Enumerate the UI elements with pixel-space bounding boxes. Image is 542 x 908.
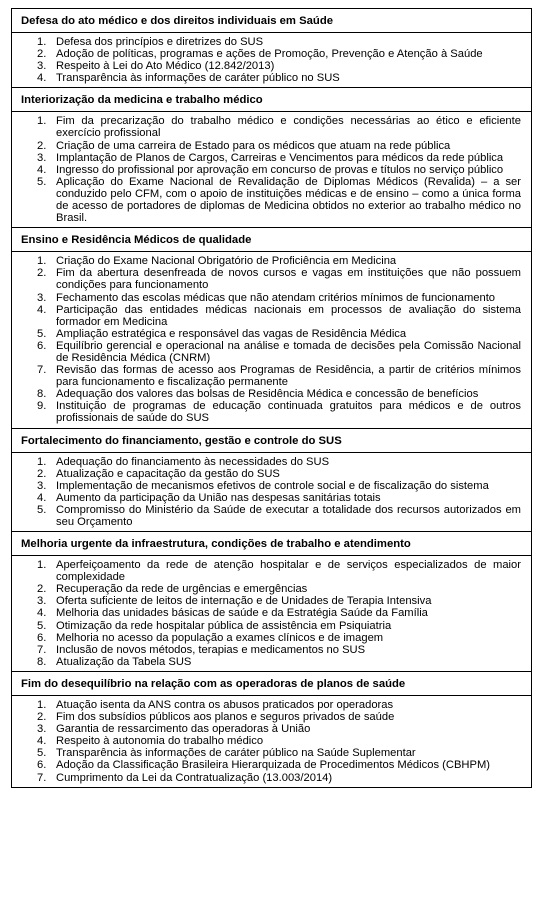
list-item xyxy=(12,328,521,340)
list-item-text: Participação das entidades médicas nacionais em processos de avaliação do sistema formador em Medicina xyxy=(56,303,521,328)
list-item-number: 7. xyxy=(37,643,47,656)
list-item-text: Melhoria das unidades básicas de saúde e da Estratégia Saúde da Família xyxy=(56,607,428,620)
list-item-number: 5. xyxy=(37,175,47,188)
list-item-number: 6. xyxy=(37,631,47,644)
list-item-text: Implementação de mecanismos efetivos de controle social e de fiscalização do sistema xyxy=(56,479,489,492)
list-item-number: 2. xyxy=(37,48,47,61)
list-item-number: 2. xyxy=(37,711,47,724)
numbered-list xyxy=(12,115,521,224)
list-item-number: 4. xyxy=(37,72,47,85)
list-item xyxy=(12,759,521,771)
list-item-text: Aplicação do Exame Nacional de Revalidação de Diplomas Médicos (Revalida) – a ser conduzido pelo CFM, com o apoio de instituições médicas e de ensino – como a única forma de acesso de portadores de diplomas de Medicina obtidos no exterior ao trabalho médico no Brasil. xyxy=(56,175,521,225)
numbered-list xyxy=(12,699,521,784)
list-item-text: Atualização e capacitação da gestão do SUS xyxy=(56,467,280,480)
list-item-number: 6. xyxy=(37,759,47,772)
list-item-text: Adoção de políticas, programas e ações de Promoção, Prevenção e Atenção à Saúde xyxy=(56,48,483,61)
list-item-text: Fim dos subsídios públicos aos planos e seguros privados de saúde xyxy=(56,711,395,724)
numbered-list xyxy=(12,255,521,424)
list-item xyxy=(12,115,521,139)
list-item-number: 4. xyxy=(37,491,47,504)
list-item-number: 4. xyxy=(37,735,47,748)
section-items xyxy=(12,252,531,428)
list-item-text: Adequação do financiamento às necessidades do SUS xyxy=(56,455,330,468)
section-items xyxy=(12,453,531,533)
list-item-text: Aperfeiçoamento da rede de atenção hospitalar e de serviços especializados de maior complexidade xyxy=(56,559,521,584)
list-item-number: 6. xyxy=(37,339,47,352)
list-item xyxy=(12,607,521,619)
list-item-text: Instituição de programas de educação continuada gratuitos para médicos e de outros profissionais de saúde do SUS xyxy=(56,400,521,425)
list-item-text: Criação de uma carreira de Estado para os médicos que atuam na rede pública xyxy=(56,139,451,152)
list-item-text: Garantia de ressarcimento das operadoras à União xyxy=(56,723,311,736)
list-item-number: 4. xyxy=(37,607,47,620)
list-item xyxy=(12,364,521,388)
list-item-number: 1. xyxy=(37,559,47,572)
list-item-text: Revisão das formas de acesso aos Programas de Residência, a partir de critérios mínimos para funcionamento e fiscalização permanente xyxy=(56,364,521,389)
list-item xyxy=(12,72,521,84)
list-item-number: 2. xyxy=(37,267,47,280)
list-item xyxy=(12,480,521,492)
list-item xyxy=(12,559,521,583)
list-item-text: Transparência às informações de caráter público no SUS xyxy=(56,72,340,85)
list-item-text: Respeito à Lei do Ato Médico (12.842/2013) xyxy=(56,60,275,73)
section-title: Ensino e Residência Médicos de qualidade xyxy=(12,228,531,252)
list-item xyxy=(12,656,521,668)
section-title: Fim do desequilíbrio na relação com as operadoras de planos de saúde xyxy=(12,672,531,696)
list-item xyxy=(12,747,521,759)
numbered-list xyxy=(12,559,521,668)
list-item xyxy=(12,140,521,152)
list-item-number: 2. xyxy=(37,139,47,152)
list-item-text: Adequação dos valores das bolsas de Residência Médica e concessão de benefícios xyxy=(56,388,479,401)
section-items xyxy=(12,696,531,788)
list-item-number: 5. xyxy=(37,503,47,516)
list-item-text: Transparência às informações de caráter público na Saúde Suplementar xyxy=(56,747,416,760)
list-item-number: 5. xyxy=(37,747,47,760)
list-item-text: Adoção da Classificação Brasileira Hierarquizada de Procedimentos Médicos (CBHPM) xyxy=(56,759,491,772)
list-item-text: Cumprimento da Lei da Contratualização (13.003/2014) xyxy=(56,771,333,784)
list-item-text: Fim da abertura desenfreada de novos cursos e vagas em instituições que não possuem condições para funcionamento xyxy=(56,267,521,292)
list-item-text: Equilíbrio gerencial e operacional na análise e tomada de decisões pela Comissão Nacional de Residência Médica (CNRM) xyxy=(56,339,521,364)
list-item xyxy=(12,492,521,504)
list-item-number: 1. xyxy=(37,255,47,268)
list-item-text: Fim da precarização do trabalho médico e condições necessárias ao ético e eficiente exercício profissional xyxy=(56,115,521,140)
list-item-number: 2. xyxy=(37,583,47,596)
list-item-number: 5. xyxy=(37,327,47,340)
list-item-text: Ingresso do profissional por aprovação em concurso de provas e títulos no serviço público xyxy=(56,163,504,176)
list-item xyxy=(12,644,521,656)
section-title: Melhoria urgente da infraestrutura, condições de trabalho e atendimento xyxy=(12,532,531,556)
list-item-text: Defesa dos princípios e diretrizes do SUS xyxy=(56,36,264,48)
list-item xyxy=(12,176,521,224)
list-item xyxy=(12,456,521,468)
list-item xyxy=(12,60,521,72)
list-item xyxy=(12,699,521,711)
list-item-number: 2. xyxy=(37,467,47,480)
list-item-text: Oferta suficiente de leitos de internação e de Unidades de Terapia Intensiva xyxy=(56,595,432,608)
section-title: Defesa do ato médico e dos direitos individuais em Saúde xyxy=(12,9,531,33)
list-item-number: 4. xyxy=(37,163,47,176)
list-item-text: Atualização da Tabela SUS xyxy=(56,655,192,668)
list-item-text: Ampliação estratégica e responsável das vagas de Residência Médica xyxy=(56,327,407,340)
section-items xyxy=(12,556,531,672)
list-item-text: Respeito à autonomia do trabalho médico xyxy=(56,735,264,748)
list-item xyxy=(12,304,521,328)
list-item-number: 1. xyxy=(37,36,47,48)
section-items xyxy=(12,33,531,88)
list-item xyxy=(12,152,521,164)
list-item-number: 3. xyxy=(37,595,47,608)
list-item xyxy=(12,255,521,267)
list-item-number: 3. xyxy=(37,723,47,736)
list-item-text: Melhoria no acesso da população a exames clínicos e de imagem xyxy=(56,631,384,644)
list-item-number: 7. xyxy=(37,771,47,784)
list-item-number: 4. xyxy=(37,303,47,316)
list-item xyxy=(12,292,521,304)
numbered-list xyxy=(12,36,521,84)
list-item-number: 3. xyxy=(37,151,47,164)
list-item-number: 3. xyxy=(37,60,47,73)
list-item-text: Implantação de Planos de Cargos, Carreiras e Vencimentos para médicos da rede pública xyxy=(56,151,504,164)
list-item-text: Recuperação da rede de urgências e emergências xyxy=(56,583,308,596)
list-item-text: Atuação isenta da ANS contra os abusos praticados por operadoras xyxy=(56,698,394,711)
list-item-number: 7. xyxy=(37,364,47,377)
list-item xyxy=(12,468,521,480)
list-item xyxy=(12,36,521,48)
list-item-number: 5. xyxy=(37,619,47,632)
list-item xyxy=(12,504,521,528)
list-item xyxy=(12,340,521,364)
list-item-number: 3. xyxy=(37,291,47,304)
list-item xyxy=(12,400,521,424)
section-title: Interiorização da medicina e trabalho médico xyxy=(12,88,531,112)
section-title: Fortalecimento do financiamento, gestão e controle do SUS xyxy=(12,429,531,453)
list-item xyxy=(12,164,521,176)
proposals-table xyxy=(11,8,532,788)
numbered-list xyxy=(12,456,521,529)
list-item xyxy=(12,620,521,632)
list-item-text: Inclusão de novos métodos, terapias e medicamentos no SUS xyxy=(56,643,366,656)
list-item xyxy=(12,267,521,291)
list-item-number: 1. xyxy=(37,698,47,711)
list-item xyxy=(12,48,521,60)
list-item xyxy=(12,772,521,784)
list-item-number: 1. xyxy=(37,115,47,128)
list-item-number: 1. xyxy=(37,455,47,468)
list-item-text: Criação do Exame Nacional Obrigatório de Proficiência em Medicina xyxy=(56,255,397,268)
list-item xyxy=(12,583,521,595)
list-item-number: 3. xyxy=(37,479,47,492)
list-item xyxy=(12,388,521,400)
list-item-text: Fechamento das escolas médicas que não atendam critérios mínimos de funcionamento xyxy=(56,291,496,304)
list-item xyxy=(12,735,521,747)
list-item-text: Otimização da rede hospitalar pública de assistência em Psiquiatria xyxy=(56,619,392,632)
list-item-number: 9. xyxy=(37,400,47,413)
list-item xyxy=(12,711,521,723)
list-item xyxy=(12,632,521,644)
list-item-number: 8. xyxy=(37,655,47,668)
list-item xyxy=(12,723,521,735)
section-items xyxy=(12,112,531,228)
list-item xyxy=(12,595,521,607)
list-item-number: 8. xyxy=(37,388,47,401)
list-item-text: Aumento da participação da União nas despesas sanitárias totais xyxy=(56,491,381,504)
list-item-text: Compromisso do Ministério da Saúde de executar a totalidade dos recursos autorizados em seu Orçamento xyxy=(56,503,521,528)
